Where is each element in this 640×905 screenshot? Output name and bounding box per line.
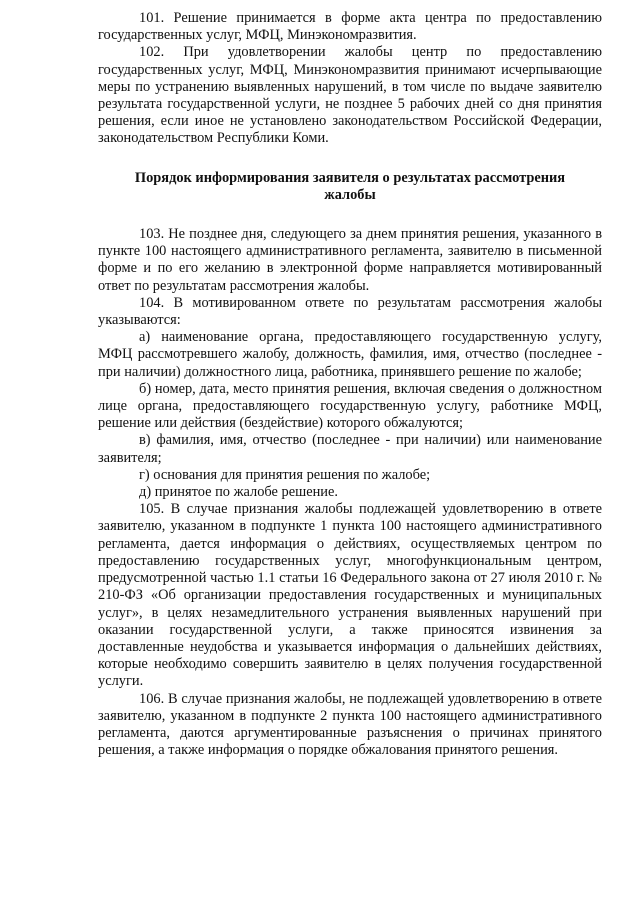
paragraph-106: 106. В случае признания жалобы, не подлежащей удовлетворению в ответе заявителю, указанном в подпункте 2 пункта 100 настоящего административного регламента, даются аргументированные разъяснения о причинах принятого решения, а также информация о порядке обжалования принятого решения. bbox=[98, 690, 602, 759]
paragraph-104: 104. В мотивированном ответе по результатам рассмотрения жалобы указываются: bbox=[98, 294, 602, 329]
paragraph-104-d: д) принятое по жалобе решение. bbox=[139, 484, 338, 501]
paragraph-104-v: в) фамилия, имя, отчество (последнее - при наличии) или наименование заявителя; bbox=[98, 432, 602, 466]
paragraph-101: 101. Решение принимается в форме акта центра по предоставлению государственных услуг, МФЦ, Минэкономразвития. bbox=[98, 10, 602, 44]
paragraph-104-b: б) номер, дата, место принятия решения, включая сведения о должностном лице органа, предоставляющего государственную услугу, работнике МФЦ, решение или действия (бездействие) которого обжалуются; bbox=[98, 380, 602, 432]
paragraph-102: 102. При удовлетворении жалобы центр по предоставлению государственных услуг, МФЦ, Минэкономразвития принимают исчерпывающие меры по устранению выявленных нарушений, в том числе по выдаче заявителю результата государственной услуги, не позднее 5 рабочих дней со дня принятия решения, если иное не установлено законодательством Российской Федерации, законодательством Республики Коми. bbox=[98, 44, 602, 147]
paragraph-104-g: г) основания для принятия решения по жалобе; bbox=[139, 466, 431, 483]
paragraph-104-a: а) наименование органа, предоставляющего государственную услугу, МФЦ рассмотревшего жалобу, должность, фамилия, имя, отчество (последнее - при наличии) должностного лица, работника, принявшего решение по жалобе; bbox=[98, 329, 602, 380]
paragraph-103: 103. Не позднее дня, следующего за днем принятия решения, указанного в пункте 100 настоящего административного регламента, заявителю в письменной форме и по его желанию в электронной форме направляется мотивированный ответ по результатам рассмотрения жалобы. bbox=[98, 226, 602, 294]
paragraph-105: 105. В случае признания жалобы подлежащей удовлетворению в ответе заявителю, указанном в подпункте 1 пункта 100 настоящего административного регламента, дается информация о действиях, осуществляемых центром по предоставлению государственных услуг, многофункциональным центром, предусмотренной частью 1.1 статьи 16 Федерального закона от 27 июля 2010 г. № 210-ФЗ «Об организации предоставления государственных и муниципальных услуг», в целях незамедлительного устранения выявленных нарушений при оказании государственной услуги, а также приносятся извинения за доставленные неудобства и указывается информация о дальнейших действиях, которые необходимо совершить заявителю в целях получения государственной услуги. bbox=[98, 501, 602, 690]
section-heading: Порядок информирования заявителя о результатах рассмотрения жалобы bbox=[134, 169, 566, 203]
